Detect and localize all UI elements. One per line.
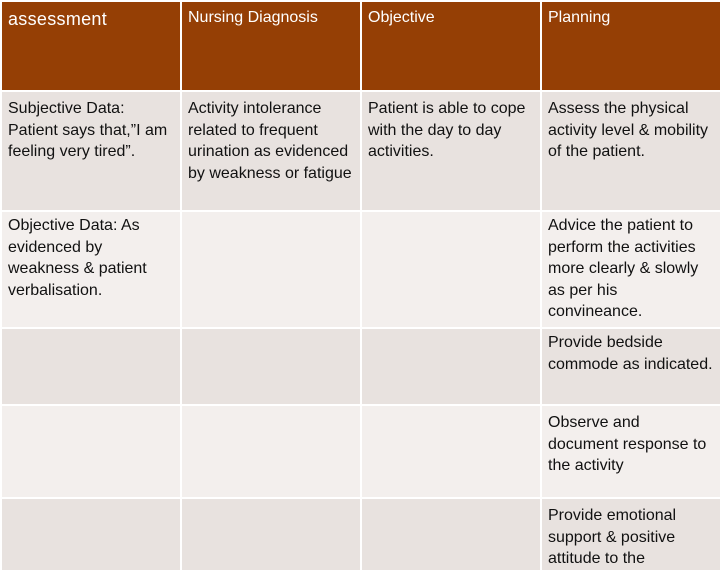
- assessment-cell: Objective Data: As evidenced by weakness & patient verbalisation.: [1, 211, 181, 328]
- header-row: [1, 1, 720, 91]
- table-row: [1, 328, 720, 405]
- header-objective: Objective: [361, 1, 541, 91]
- assessment-cell: [1, 405, 181, 498]
- header-nursing-diagnosis: Nursing Diagnosis: [181, 1, 361, 91]
- diagnosis-cell: Activity intolerance related to frequent urination as evidenced by weakness or fatigue: [181, 91, 361, 211]
- table-row: [1, 91, 720, 211]
- assessment-cell: [1, 498, 181, 571]
- objective-cell: [361, 405, 541, 498]
- planning-cell: Provide bedside commode as indicated.: [541, 328, 720, 405]
- planning-cell: Provide emotional support & positive attitude to the: [541, 498, 720, 571]
- table-row: [1, 405, 720, 498]
- assessment-cell: Subjective Data: Patient says that,”I am feeling very tired”.: [1, 91, 181, 211]
- table-row: [1, 211, 720, 328]
- objective-cell: [361, 498, 541, 571]
- table-row: [1, 498, 720, 571]
- assessment-cell: [1, 328, 181, 405]
- header-assessment: assessment: [1, 1, 181, 91]
- header-planning: Planning: [541, 1, 720, 91]
- planning-cell: Advice the patient to perform the activities more clearly & slowly as per his convineance.: [541, 211, 720, 328]
- planning-cell: Assess the physical activity level & mobility of the patient.: [541, 91, 720, 211]
- objective-cell: Patient is able to cope with the day to day activities.: [361, 91, 541, 211]
- objective-cell: [361, 211, 541, 328]
- planning-cell: Observe and document response to the activity: [541, 405, 720, 498]
- diagnosis-cell: [181, 498, 361, 571]
- diagnosis-cell: [181, 211, 361, 328]
- objective-cell: [361, 328, 541, 405]
- diagnosis-cell: [181, 328, 361, 405]
- diagnosis-cell: [181, 405, 361, 498]
